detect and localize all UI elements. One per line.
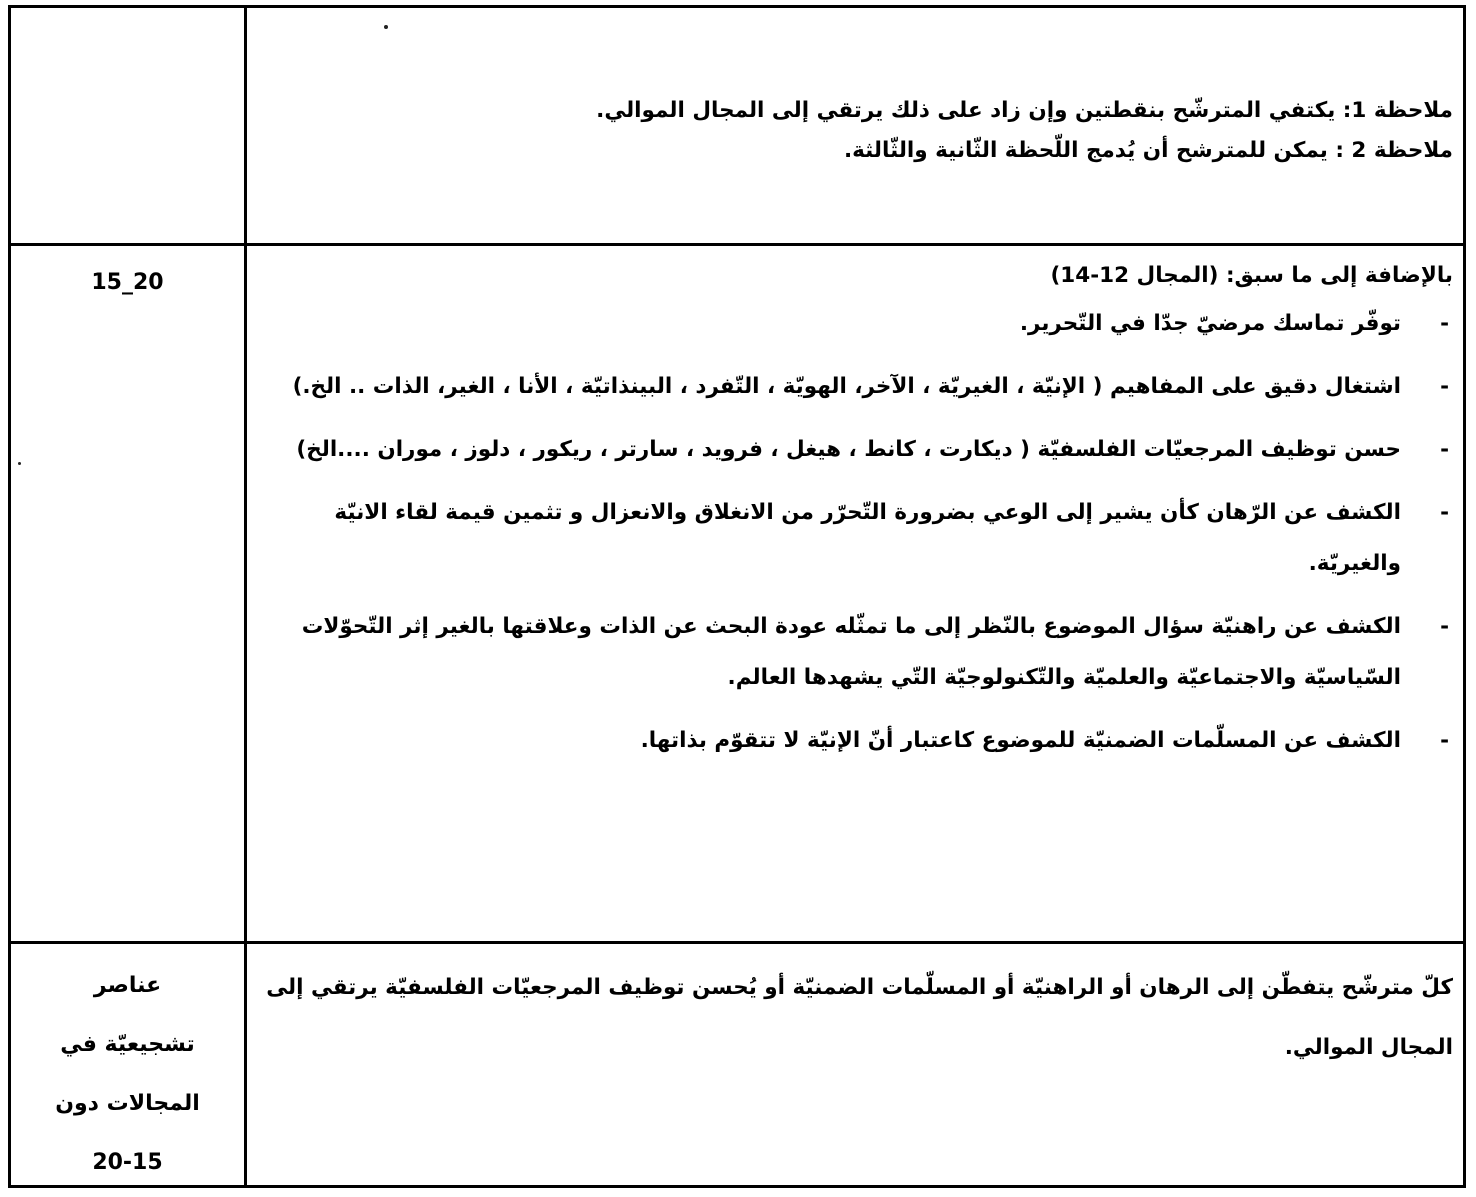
score-range: 15_20 — [91, 270, 164, 295]
row-divider-1 — [11, 243, 1463, 246]
bullet-dash: - — [1440, 500, 1449, 525]
criteria-intro: بالإضافة إلى ما سبق: (المجال 12-14) — [1050, 263, 1453, 288]
note-2: ملاحظة 2 : يمكن للمترشح أن يُدمج اللّحظة الثّانية والثّالثة. — [843, 138, 1453, 163]
criteria-item — [261, 298, 1449, 349]
bullet-dash: - — [1440, 311, 1449, 336]
column-divider — [244, 8, 247, 1185]
bullet-dash: - — [1440, 437, 1449, 462]
notes-cell — [256, 91, 1453, 171]
bullet-dash: - — [1440, 374, 1449, 399]
encouragement-label-line: تشجيعيّة في — [60, 1032, 195, 1057]
scan-speck — [384, 25, 388, 29]
encouragement-label-line: عناصر — [93, 973, 162, 998]
note-1: ملاحظة 1: يكتفي المترشّح بنقطتين وإن زاد على ذلك يرتقي إلى المجال الموالي. — [596, 98, 1453, 123]
criteria-item — [261, 487, 1449, 589]
criteria-item — [261, 361, 1449, 412]
criteria-list — [261, 298, 1453, 766]
criteria-item — [261, 601, 1449, 703]
criteria-item-text: الكشف عن المسلّمات الضمنيّة للموضوع كاعتبار أنّ الإنيّة لا تتقوّم بذاتها. — [640, 728, 1401, 753]
encouragement-label-line: المجالات دون — [55, 1091, 200, 1116]
criteria-item-text: اشتغال دقيق على المفاهيم ( الإنيّة ، الغيريّة ، الآخر، الهويّة ، التّفرد ، البينذاتيّة ، الأنا ، الغير، الذات .. الخ.) — [292, 374, 1401, 399]
scan-speck — [18, 462, 21, 465]
bullet-dash: - — [1440, 728, 1449, 753]
row-divider-2 — [11, 941, 1463, 944]
encouragement-label-line: 20-15 — [92, 1150, 163, 1175]
bullet-dash: - — [1440, 614, 1449, 639]
criteria-cell — [261, 256, 1453, 778]
criteria-item — [261, 715, 1449, 766]
criteria-item-text: حسن توظيف المرجعيّات الفلسفيّة ( ديكارت ، كانط ، هيغل ، فرويد ، سارتر ، ريكور ، دلوز ، موران ....الخ) — [296, 437, 1401, 462]
criteria-item-text: توفّر تماسك مرضيّ جدّا في التّحرير. — [1019, 311, 1401, 336]
grading-table — [8, 5, 1466, 1188]
criteria-item-text: الكشف عن الرّهان كأن يشير إلى الوعي بضرورة التّحرّر من الانغلاق والانعزال و تثمين قيمة لقاء الانيّة والغيريّة. — [334, 500, 1401, 576]
encouragement-label — [11, 956, 244, 1192]
encouragement-text: كلّ مترشّح يتفطّن إلى الرهان أو الراهنيّة أو المسلّمات الضمنيّة أو يُحسن توظيف المرجعيّات الفلسفيّة يرتقي إلى المجال الموالي. — [266, 975, 1453, 1060]
criteria-item-text: الكشف عن راهنيّة سؤال الموضوع بالنّظر إلى ما تمثّله عودة البحث عن الذات وعلاقتها بالغير إثر التّحوّلات السّياسيّة والاجتماعيّة والعلميّة والتّكنولوجيّة التّي يشهدها العالم. — [301, 614, 1401, 690]
criteria-item — [261, 424, 1449, 475]
